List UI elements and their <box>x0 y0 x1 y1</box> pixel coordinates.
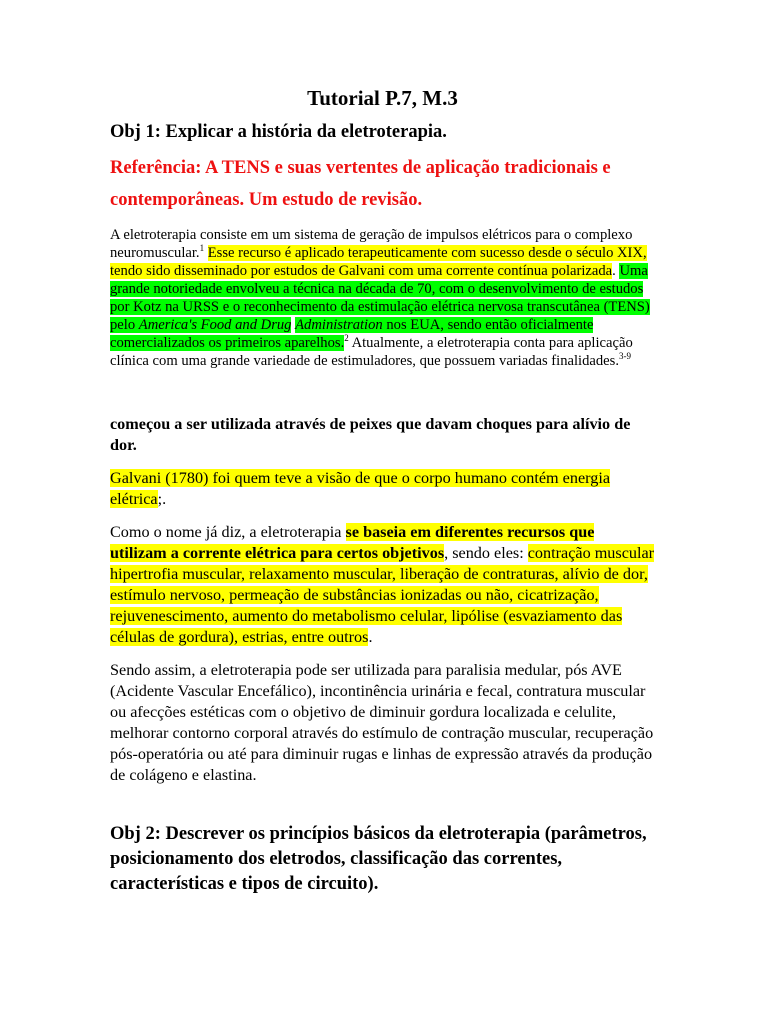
uses-connector: , sendo eles: <box>444 544 528 562</box>
uses-paragraph <box>110 522 655 648</box>
galvani-end: ;. <box>157 490 167 508</box>
applications-paragraph: Sendo assim, a eletroterapia pode ser utilizada para paralisia medular, pós AVE (Acidente Vascular Encefálico), incontinência urinária e fecal, contratura muscular ou afecções estéticas com o objetivo de diminuir gordura localizada e celulite, melhorar contorno corporal através do estímulo de contração muscular, recuperação pós-operatória ou até para diminuir rugas e linhas de expressão através da produção de colágeno e elastina. <box>110 661 654 784</box>
objective-2-heading: Obj 2: Descrever os princípios básicos da eletroterapia (parâmetros, posicionamento dos eletrodos, classificação das correntes, características e tipos de circuito). <box>110 824 647 894</box>
intro-sentence-1: A eletroterapia consiste em um sistema de geração de impulsos elétricos para o complexo neuromuscular. <box>110 227 633 261</box>
galvani-paragraph <box>110 468 655 510</box>
footnote-2: 2 <box>344 333 349 343</box>
intro-sentence-4: Atualmente, a eletroterapia conta para aplicação clínica com uma grande variedade de estimuladores, que possuem variadas finalidades. <box>110 335 633 369</box>
intro-italic-agency-b: Administration <box>295 317 383 333</box>
intro-highlight-green-b: nos EUA, sendo então oficialmente comercializados os primeiros aparelhos. <box>110 317 594 351</box>
reference-heading: Referência: A TENS e suas vertentes de aplicação tradicionais e contemporâneas. Um estudo de revisão. <box>110 158 611 210</box>
intro-highlight-green-a: Uma grande notoriedade envolveu a técnica na década de 70, com o desenvolvimento de estudos por Kotz na URSS e o reconhecimento da estimulação elétrica nervosa transcutânea (TENS) pelo <box>110 263 650 333</box>
document-page <box>110 84 655 897</box>
intro-period: . <box>612 263 616 279</box>
intro-highlight-yellow: Esse recurso é aplicado terapeuticamente com sucesso desde o século XIX, tendo sido disseminado por estudos de Galvani com uma corrente contínua polarizada <box>110 245 647 279</box>
uses-intro: Como o nome já diz, a eletroterapia <box>110 523 346 541</box>
uses-end: . <box>368 628 373 646</box>
objective-1-heading: Obj 1: Explicar a história da eletroterapia. <box>110 122 447 142</box>
galvani-highlight: Galvani (1780) foi quem teve a visão de que o corpo humano contém energia elétrica <box>110 469 611 508</box>
intro-italic-agency-a: America's Food and Drug <box>138 317 292 333</box>
document-title: Tutorial P.7, M.3 <box>307 86 458 110</box>
footnote-1: 1 <box>199 243 205 253</box>
fish-paragraph: começou a ser utilizada através de peixes que davam choques para alívio de dor. <box>110 415 631 454</box>
footnote-3-9: 3-9 <box>618 351 631 361</box>
uses-bold-highlight: se baseia em diferentes recursos que utilizam a corrente elétrica para certos objetivos <box>110 523 595 562</box>
uses-list-highlight: contração muscular hipertrofia muscular, relaxamento muscular, liberação de contraturas, alívio de dor, estímulo nervoso, permeação de substâncias ionizadas ou não, cicatrização, rejuvenescimento, aumento do metabolismo celular, lipólise (esvaziamento das células de gordura), estrias, entre outros <box>110 544 655 646</box>
intro-paragraph <box>110 226 655 370</box>
